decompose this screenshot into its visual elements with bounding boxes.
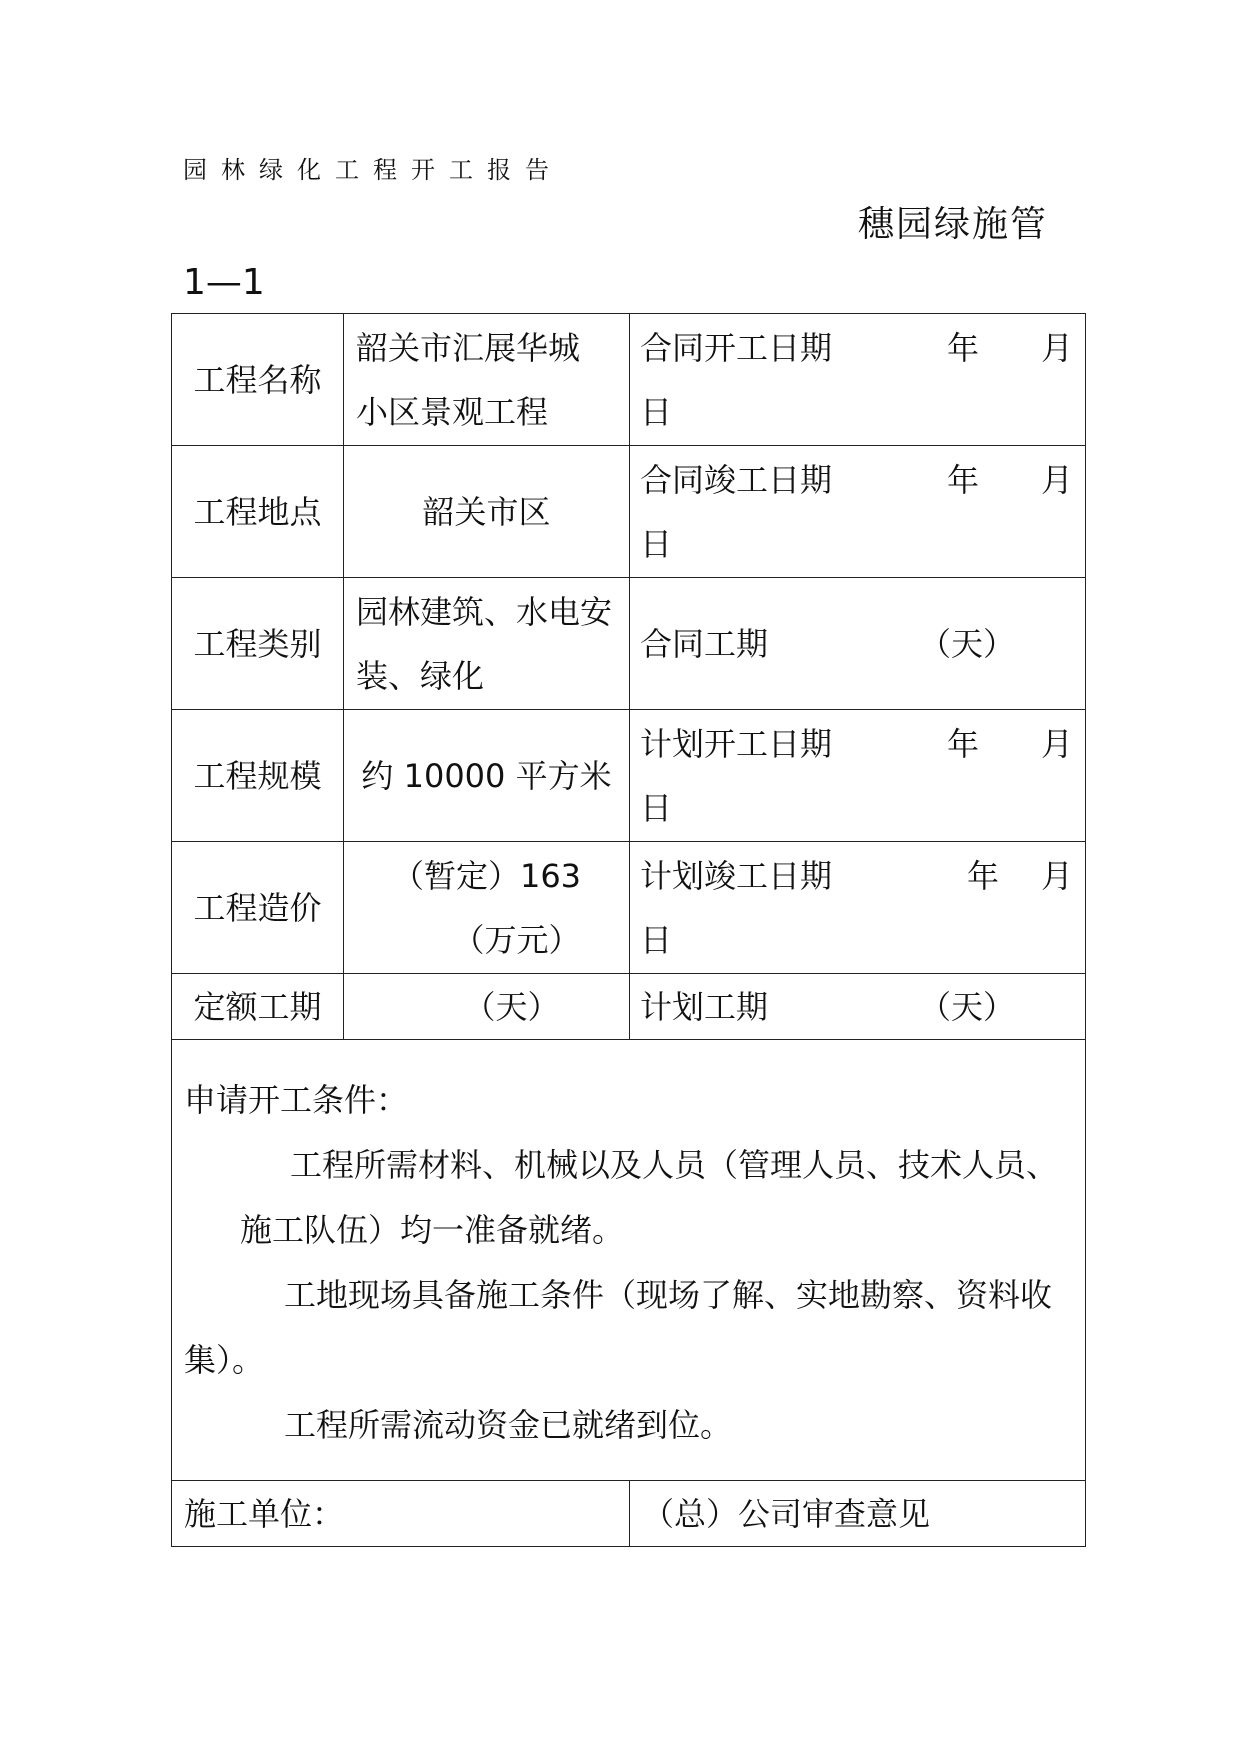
project-name-value: 韶关市汇展华城 小区景观工程: [344, 314, 630, 446]
planned-end-date-cell: 计划竣工日期 年 月 日: [630, 842, 1086, 974]
contract-start-date-cell: 合同开工日期 年 月 日: [630, 314, 1086, 446]
condition-item-1-line-2: 施工队伍）均一准备就绪。: [240, 1211, 625, 1249]
row-project-location: [172, 446, 1086, 578]
project-cost-label: 工程造价: [172, 842, 344, 974]
planned-duration-label: 计划工期: [640, 987, 769, 1026]
condition-item-2-line-1: 工地现场具备施工条件（现场了解、实地勘察、资料收: [284, 1276, 1053, 1314]
row-project-category: [172, 578, 1086, 710]
contract-end-date-label: 合同竣工日期: [640, 460, 833, 499]
row-conditions: [172, 1040, 1086, 1481]
document-number: 1—1: [183, 262, 265, 303]
planned-end-date-label: 计划竣工日期: [640, 856, 833, 895]
row-quota-duration: [172, 974, 1086, 1040]
planned-start-date-cell: 计划开工日期 年 月 日: [630, 710, 1086, 842]
condition-item-2-line-2: 集）。: [184, 1341, 265, 1379]
condition-item-1-line-1: 工程所需材料、机械以及人员（管理人员、技术人员、: [290, 1146, 1059, 1184]
construction-unit-label: 施工单位：: [172, 1481, 630, 1547]
conditions-cell: [172, 1040, 1086, 1481]
row-project-cost: [172, 842, 1086, 974]
contract-duration-label: 合同工期: [640, 624, 769, 663]
document-code: 穗园绿施管: [858, 204, 1049, 245]
project-cost-value: （暂定）163 （万元）: [344, 842, 630, 974]
condition-item-3: 工程所需流动资金已就绪到位。: [284, 1406, 733, 1444]
conditions-heading: 申请开工条件：: [184, 1081, 409, 1119]
project-name-label: 工程名称: [172, 314, 344, 446]
start-report-form: [171, 313, 1086, 1547]
row-project-name: [172, 314, 1086, 446]
planned-duration-cell: 计划工期 （天）: [630, 974, 1086, 1040]
quota-duration-value: （天）: [344, 974, 630, 1040]
contract-duration-cell: 合同工期 （天）: [630, 578, 1086, 710]
company-review-label: （总）公司审查意见: [630, 1481, 1086, 1547]
row-project-scale: [172, 710, 1086, 842]
project-category-label: 工程类别: [172, 578, 344, 710]
row-signatures: [172, 1481, 1086, 1547]
planned-start-date-label: 计划开工日期: [640, 724, 833, 763]
document-title: 园林绿化工程开工报告: [183, 156, 563, 184]
quota-duration-label: 定额工期: [172, 974, 344, 1040]
contract-start-date-label: 合同开工日期: [640, 328, 833, 367]
contract-end-date-cell: 合同竣工日期 年 月 日: [630, 446, 1086, 578]
project-scale-value: 约 10000 平方米: [344, 710, 630, 842]
project-category-value: 园林建筑、水电安 装、绿化: [344, 578, 630, 710]
project-location-value: 韶关市区: [344, 446, 630, 578]
project-scale-label: 工程规模: [172, 710, 344, 842]
project-location-label: 工程地点: [172, 446, 344, 578]
